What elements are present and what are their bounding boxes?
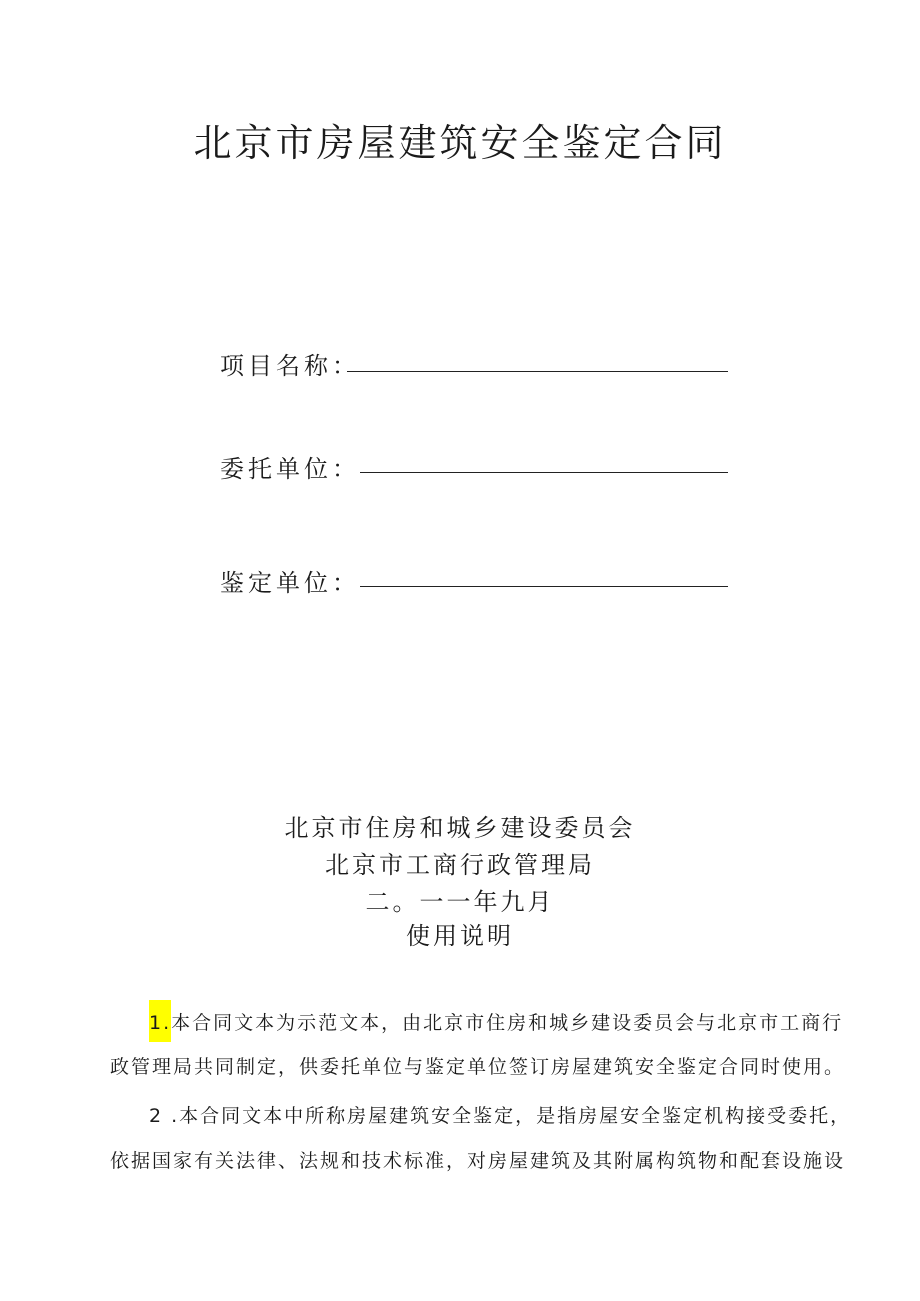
instruction-item-2-line-2: 依据国家有关法律、法规和技术标准，对房屋建筑及其附属构筑物和配套设施设 bbox=[110, 1150, 846, 1172]
appraisal-unit-field bbox=[220, 563, 360, 598]
project-name-field bbox=[220, 346, 360, 381]
instruction-item-2-line-1: 2 .本合同文本中所称房屋建筑安全鉴定，是指房屋安全鉴定机构接受委托， bbox=[149, 1105, 852, 1127]
issuer-commerce-bureau: 北京市工商行政管理局 bbox=[325, 851, 595, 879]
instruction-item-1-text: 本合同文本为示范文本，由北京市住房和城乡建设委员会与北京市工商行 bbox=[171, 1012, 844, 1034]
project-name-label: 项目名称： bbox=[220, 352, 360, 380]
instructions-heading: 使用说明 bbox=[406, 922, 514, 950]
client-unit-field bbox=[220, 449, 360, 484]
issuer-housing-commission: 北京市住房和城乡建设委员会 bbox=[284, 814, 636, 842]
project-name-underline bbox=[347, 371, 728, 372]
client-unit-label: 委托单位： bbox=[220, 455, 360, 483]
client-unit-underline bbox=[360, 472, 728, 473]
document-title: 北京市房屋建筑安全鉴定合同 bbox=[193, 121, 727, 165]
appraisal-unit-underline bbox=[360, 586, 728, 587]
instruction-item-1-line-2: 政管理局共同制定，供委托单位与鉴定单位签订房屋建筑安全鉴定合同时使用。 bbox=[110, 1056, 846, 1078]
highlighted-item-number: 1. bbox=[149, 1000, 171, 1042]
issue-date: 二。一一年九月 bbox=[365, 888, 555, 916]
instruction-item-1-line-1 bbox=[149, 1008, 843, 1035]
appraisal-unit-label: 鉴定单位： bbox=[220, 569, 360, 597]
